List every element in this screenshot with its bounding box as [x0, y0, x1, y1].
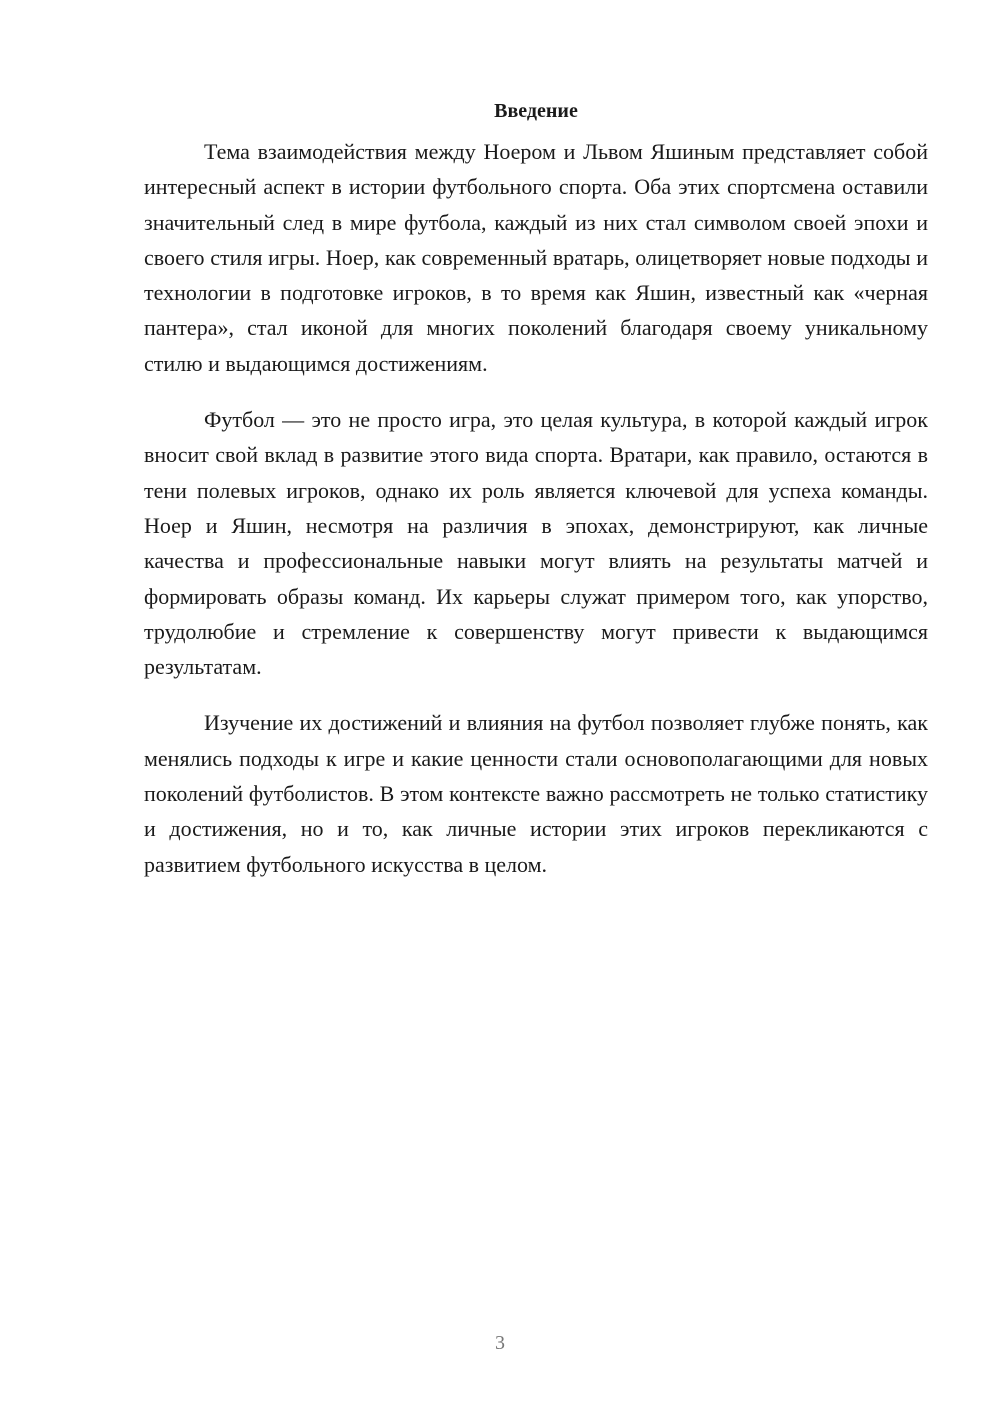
paragraph-2: Футбол — это не просто игра, это целая культура, в которой каждый игрок вносит свой вклад в развитие этого вида спорта. Вратари, как правило, остаются в тени полевых игроков, однако их роль является ключевой для успеха команды. Ноер и Яшин, несмотря на различия в эпохах, демонстрируют, как личные качества и профессиональные навыки могут влиять на результаты матчей и формировать образы команд. Их карьеры служат примером того, как упорство, трудолюбие и стремление к совершенству могут привести к выдающимся результатам. — [144, 407, 928, 680]
paragraph-3: Изучение их достижений и влияния на футбол позволяет глубже понять, как менялись подходы к игре и какие ценности стали основополагающими для новых поколений футболистов. В этом контексте важно рассмотреть не только статистику и достижения, но и то, как личные истории этих игроков перекликаются с развитием футбольного искусства в целом. — [144, 710, 928, 877]
paragraph-1: Тема взаимодействия между Ноером и Львом Яшиным представляет собой интересный аспект в истории футбольного спорта. Оба этих спортсмена оставили значительный след в мире футбола, каждый из них стал символом своей эпохи и своего стиля игры. Ноер, как современный вратарь, олицетворяет новые подходы и технологии в подготовке игроков, в то время как Яшин, известный как «черная пантера», стал иконой для многих поколений благодаря своему уникальному стилю и выдающимся достижениям. — [144, 139, 928, 376]
section-title: Введение — [494, 100, 578, 122]
page-content — [144, 96, 928, 882]
page-number: 3 — [495, 1332, 505, 1354]
